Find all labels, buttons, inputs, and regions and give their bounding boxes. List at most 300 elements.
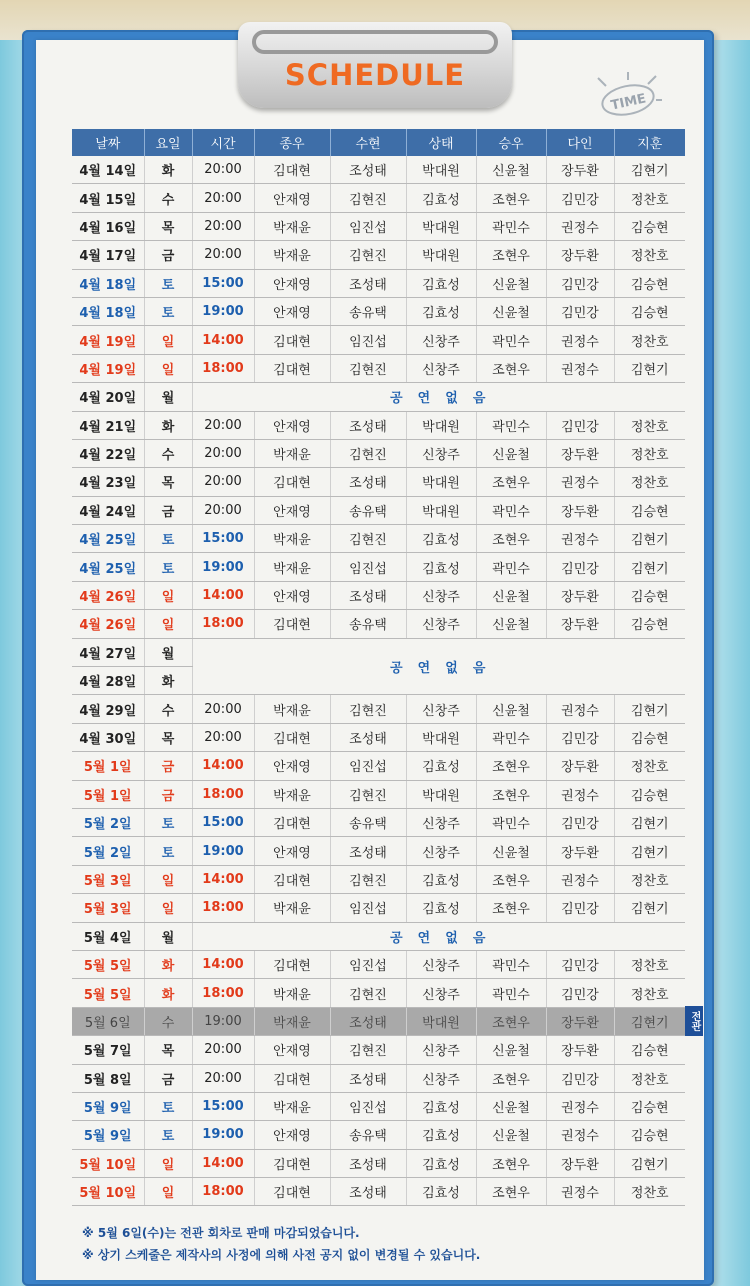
table-cell: 19:00 <box>192 1121 254 1149</box>
table-cell: 신윤철 <box>476 695 546 723</box>
table-cell: 김효성 <box>406 1178 476 1206</box>
table-cell: 김효성 <box>406 1149 476 1177</box>
table-cell: 20:00 <box>192 1036 254 1064</box>
table-cell: 4월 18일 <box>72 269 144 297</box>
table-cell: 김승현 <box>614 1036 685 1064</box>
table-cell: 곽민수 <box>476 950 546 978</box>
table-cell: 김민강 <box>546 979 614 1007</box>
table-cell: 김현진 <box>330 695 406 723</box>
table-cell: 정찬호 <box>614 1178 685 1206</box>
table-row <box>72 610 685 638</box>
table-cell: 신창주 <box>406 808 476 836</box>
table-cell: 정찬호 <box>614 439 685 467</box>
table-cell: 김민강 <box>546 184 614 212</box>
table-cell: 김승현 <box>614 212 685 240</box>
table-row <box>72 950 685 978</box>
table-cell: 조현우 <box>476 1178 546 1206</box>
table-cell: 조성태 <box>330 468 406 496</box>
table-row <box>72 1149 685 1177</box>
column-header: 날짜 <box>72 129 144 156</box>
table-cell: 정찬호 <box>614 1064 685 1092</box>
table-row <box>72 411 685 439</box>
table-cell: 박재윤 <box>254 241 330 269</box>
table-cell: 조성태 <box>330 1064 406 1092</box>
table-cell: 정찬호 <box>614 411 685 439</box>
table-row <box>72 695 685 723</box>
table-row <box>72 297 685 325</box>
table-row <box>72 439 685 467</box>
table-cell: 임진섭 <box>330 950 406 978</box>
table-cell: 조현우 <box>476 1149 546 1177</box>
table-cell: 곽민수 <box>476 979 546 1007</box>
table-cell: 조성태 <box>330 1007 406 1035</box>
column-header: 상태 <box>406 129 476 156</box>
table-row <box>72 979 685 1007</box>
table-cell: 신윤철 <box>476 1121 546 1149</box>
table-cell: 김효성 <box>406 184 476 212</box>
table-cell: 정찬호 <box>614 326 685 354</box>
table-cell: 목 <box>144 1036 192 1064</box>
table-cell: 장두환 <box>546 156 614 184</box>
column-header: 지훈 <box>614 129 685 156</box>
table-cell: 4월 28일 <box>72 667 144 695</box>
table-row <box>72 581 685 609</box>
table-cell: 박대원 <box>406 723 476 751</box>
table-cell: 김민강 <box>546 723 614 751</box>
table-cell: 5월 5일 <box>72 950 144 978</box>
table-cell: 19:00 <box>192 297 254 325</box>
table-cell: 박대원 <box>406 780 476 808</box>
table-cell: 신윤철 <box>476 1036 546 1064</box>
table-cell: 권정수 <box>546 212 614 240</box>
table-cell: 일 <box>144 1178 192 1206</box>
table-cell: 5월 7일 <box>72 1036 144 1064</box>
table-cell: 안재영 <box>254 581 330 609</box>
table-cell: 수 <box>144 1007 192 1035</box>
table-cell: 김효성 <box>406 553 476 581</box>
table-cell: 박대원 <box>406 496 476 524</box>
table-cell: 김대현 <box>254 865 330 893</box>
table-cell: 김효성 <box>406 865 476 893</box>
table-cell: 권정수 <box>546 354 614 382</box>
table-cell: 안재영 <box>254 1036 330 1064</box>
table-row <box>72 638 685 666</box>
table-cell: 곽민수 <box>476 411 546 439</box>
table-row <box>72 865 685 893</box>
table-cell: 금 <box>144 496 192 524</box>
table-cell: 권정수 <box>546 1092 614 1120</box>
table-row <box>72 837 685 865</box>
table-cell: 20:00 <box>192 439 254 467</box>
table-cell: 4월 18일 <box>72 297 144 325</box>
table-cell: 14:00 <box>192 1149 254 1177</box>
table-cell: 4월 19일 <box>72 326 144 354</box>
table-cell: 김승현 <box>614 297 685 325</box>
table-row <box>72 922 685 950</box>
table-cell: 15:00 <box>192 1092 254 1120</box>
table-cell: 김민강 <box>546 950 614 978</box>
table-cell: 일 <box>144 865 192 893</box>
table-cell: 김현기 <box>614 354 685 382</box>
table-cell: 14:00 <box>192 326 254 354</box>
table-cell: 조성태 <box>330 269 406 297</box>
table-row <box>72 1064 685 1092</box>
table-cell: 안재영 <box>254 411 330 439</box>
table-cell: 신창주 <box>406 439 476 467</box>
table-cell: 일 <box>144 581 192 609</box>
table-cell: 19:00 <box>192 837 254 865</box>
table-cell: 화 <box>144 950 192 978</box>
table-cell: 장두환 <box>546 610 614 638</box>
table-cell: 김민강 <box>546 411 614 439</box>
table-cell: 김대현 <box>254 468 330 496</box>
table-cell: 김현진 <box>330 780 406 808</box>
table-cell: 20:00 <box>192 695 254 723</box>
closed-performance-tag: 전관 <box>685 1006 703 1036</box>
column-header: 종우 <box>254 129 330 156</box>
table-row <box>72 752 685 780</box>
table-cell: 김현기 <box>614 1007 685 1035</box>
table-cell: 토 <box>144 553 192 581</box>
table-cell: 임진섭 <box>330 553 406 581</box>
table-cell: 5월 1일 <box>72 780 144 808</box>
table-cell: 김대현 <box>254 156 330 184</box>
table-cell: 장두환 <box>546 439 614 467</box>
table-cell: 토 <box>144 269 192 297</box>
column-header: 시간 <box>192 129 254 156</box>
table-cell: 월 <box>144 638 192 666</box>
table-cell: 14:00 <box>192 950 254 978</box>
table-cell: 권정수 <box>546 695 614 723</box>
table-cell: 김대현 <box>254 950 330 978</box>
table-cell: 신창주 <box>406 354 476 382</box>
table-cell: 조현우 <box>476 1007 546 1035</box>
table-cell: 김현진 <box>330 439 406 467</box>
table-cell: 박대원 <box>406 156 476 184</box>
table-cell: 금 <box>144 1064 192 1092</box>
table-header-row <box>72 129 685 156</box>
table-cell: 조현우 <box>476 752 546 780</box>
table-cell: 조현우 <box>476 525 546 553</box>
clip-ring <box>252 30 498 54</box>
table-cell: 김현진 <box>330 525 406 553</box>
column-header: 다인 <box>546 129 614 156</box>
table-cell: 18:00 <box>192 354 254 382</box>
table-cell: 신창주 <box>406 1036 476 1064</box>
table-cell: 김민강 <box>546 269 614 297</box>
table-cell: 20:00 <box>192 1064 254 1092</box>
table-cell: 김대현 <box>254 1064 330 1092</box>
notes-section <box>82 1222 682 1266</box>
table-cell: 4월 26일 <box>72 581 144 609</box>
table-cell: 18:00 <box>192 1178 254 1206</box>
table-cell: 토 <box>144 1092 192 1120</box>
table-cell: 20:00 <box>192 184 254 212</box>
table-cell: 정찬호 <box>614 241 685 269</box>
table-row <box>72 1121 685 1149</box>
table-cell: 장두환 <box>546 837 614 865</box>
table-cell: 박대원 <box>406 1007 476 1035</box>
table-cell: 19:00 <box>192 553 254 581</box>
table-cell: 일 <box>144 326 192 354</box>
table-cell: 김효성 <box>406 269 476 297</box>
table-cell: 20:00 <box>192 241 254 269</box>
table-cell: 목 <box>144 723 192 751</box>
table-cell: 일 <box>144 354 192 382</box>
table-cell: 권정수 <box>546 865 614 893</box>
note-schedule-change: ※ 상기 스케줄은 제작사의 사정에 의해 사전 공지 없이 변경될 수 있습니다. <box>82 1248 481 1262</box>
table-cell: 김대현 <box>254 723 330 751</box>
table-cell: 권정수 <box>546 525 614 553</box>
table-cell: 권정수 <box>546 1178 614 1206</box>
table-cell: 송유택 <box>330 1121 406 1149</box>
table-cell: 토 <box>144 808 192 836</box>
table-cell: 박대원 <box>406 411 476 439</box>
table-cell: 안재영 <box>254 837 330 865</box>
table-cell: 박재윤 <box>254 525 330 553</box>
column-header: 승우 <box>476 129 546 156</box>
table-cell: 송유택 <box>330 610 406 638</box>
table-cell: 조성태 <box>330 1178 406 1206</box>
table-cell: 금 <box>144 752 192 780</box>
table-cell: 5월 3일 <box>72 894 144 922</box>
table-cell: 김현진 <box>330 241 406 269</box>
table-row <box>72 383 685 411</box>
table-cell: 4월 25일 <box>72 525 144 553</box>
table-cell: 신창주 <box>406 581 476 609</box>
table-row <box>72 1178 685 1206</box>
table-cell: 4월 27일 <box>72 638 144 666</box>
table-cell: 장두환 <box>546 1036 614 1064</box>
table-row <box>72 894 685 922</box>
table-cell: 김효성 <box>406 894 476 922</box>
table-cell: 임진섭 <box>330 894 406 922</box>
table-cell: 화 <box>144 411 192 439</box>
table-cell: 20:00 <box>192 212 254 240</box>
table-cell: 토 <box>144 297 192 325</box>
table-row <box>72 354 685 382</box>
table-cell: 김현기 <box>614 156 685 184</box>
table-cell: 박대원 <box>406 241 476 269</box>
table-cell: 18:00 <box>192 979 254 1007</box>
table-cell: 임진섭 <box>330 752 406 780</box>
page-title: SCHEDULE <box>284 58 466 92</box>
table-cell: 신윤철 <box>476 269 546 297</box>
table-row <box>72 212 685 240</box>
table-cell: 김현진 <box>330 865 406 893</box>
table-cell: 조성태 <box>330 156 406 184</box>
table-cell: 장두환 <box>546 1149 614 1177</box>
table-row-closed <box>72 1007 685 1035</box>
table-cell: 18:00 <box>192 780 254 808</box>
table-cell: 수 <box>144 439 192 467</box>
table-cell: 4월 19일 <box>72 354 144 382</box>
table-row <box>72 1092 685 1120</box>
table-cell: 곽민수 <box>476 212 546 240</box>
table-cell: 18:00 <box>192 894 254 922</box>
table-cell: 월 <box>144 922 192 950</box>
table-cell: 조성태 <box>330 1149 406 1177</box>
table-cell: 장두환 <box>546 496 614 524</box>
table-cell: 금 <box>144 241 192 269</box>
table-cell: 정찬호 <box>614 752 685 780</box>
table-cell: 조성태 <box>330 723 406 751</box>
table-cell: 공 연 없 음 <box>192 922 685 950</box>
table-cell: 신창주 <box>406 1064 476 1092</box>
table-cell: 김효성 <box>406 297 476 325</box>
table-cell: 곽민수 <box>476 326 546 354</box>
table-cell: 20:00 <box>192 723 254 751</box>
table-cell: 김현기 <box>614 553 685 581</box>
table-row <box>72 156 685 184</box>
table-cell: 김대현 <box>254 326 330 354</box>
table-cell: 14:00 <box>192 752 254 780</box>
table-cell: 박재윤 <box>254 1092 330 1120</box>
table-cell: 14:00 <box>192 581 254 609</box>
table-cell: 신창주 <box>406 979 476 1007</box>
table-cell: 김효성 <box>406 1092 476 1120</box>
table-cell: 박재윤 <box>254 894 330 922</box>
table-cell: 15:00 <box>192 808 254 836</box>
table-row <box>72 525 685 553</box>
table-cell: 권정수 <box>546 780 614 808</box>
table-cell: 조현우 <box>476 468 546 496</box>
table-cell: 장두환 <box>546 241 614 269</box>
table-cell: 4월 15일 <box>72 184 144 212</box>
table-cell: 신창주 <box>406 695 476 723</box>
table-cell: 박재윤 <box>254 212 330 240</box>
table-cell: 화 <box>144 156 192 184</box>
table-cell: 4월 20일 <box>72 383 144 411</box>
table-row <box>72 723 685 751</box>
table-cell: 20:00 <box>192 496 254 524</box>
table-cell: 김민강 <box>546 1064 614 1092</box>
table-cell: 임진섭 <box>330 326 406 354</box>
table-cell: 조성태 <box>330 411 406 439</box>
table-cell: 4월 23일 <box>72 468 144 496</box>
table-cell: 곽민수 <box>476 808 546 836</box>
table-cell: 신윤철 <box>476 610 546 638</box>
table-cell: 조성태 <box>330 837 406 865</box>
table-cell: 박대원 <box>406 212 476 240</box>
table-cell: 4월 30일 <box>72 723 144 751</box>
table-cell: 14:00 <box>192 865 254 893</box>
table-cell: 화 <box>144 979 192 1007</box>
table-cell: 4월 14일 <box>72 156 144 184</box>
table-cell: 신윤철 <box>476 297 546 325</box>
table-cell: 5월 9일 <box>72 1121 144 1149</box>
table-cell: 4월 17일 <box>72 241 144 269</box>
table-cell: 조현우 <box>476 894 546 922</box>
table-cell: 신창주 <box>406 326 476 354</box>
table-cell: 박재윤 <box>254 695 330 723</box>
table-cell: 공 연 없 음 <box>192 383 685 411</box>
table-cell: 조현우 <box>476 354 546 382</box>
table-row <box>72 808 685 836</box>
table-row <box>72 1036 685 1064</box>
table-cell: 김대현 <box>254 610 330 638</box>
column-header: 수현 <box>330 129 406 156</box>
table-cell: 5월 2일 <box>72 808 144 836</box>
table-cell: 정찬호 <box>614 184 685 212</box>
table-cell: 19:00 <box>192 1007 254 1035</box>
table-cell: 김효성 <box>406 752 476 780</box>
table-cell: 김현진 <box>330 1036 406 1064</box>
table-cell: 김현진 <box>330 979 406 1007</box>
table-cell: 정찬호 <box>614 950 685 978</box>
table-cell: 김현진 <box>330 184 406 212</box>
table-cell: 장두환 <box>546 752 614 780</box>
table-row <box>72 269 685 297</box>
table-cell: 김현기 <box>614 1149 685 1177</box>
table-cell: 안재영 <box>254 297 330 325</box>
table-cell: 조현우 <box>476 1064 546 1092</box>
table-cell: 일 <box>144 610 192 638</box>
table-cell: 5월 2일 <box>72 837 144 865</box>
table-cell: 김대현 <box>254 1178 330 1206</box>
table-cell: 곽민수 <box>476 723 546 751</box>
table-cell: 수 <box>144 695 192 723</box>
table-cell: 안재영 <box>254 752 330 780</box>
table-row <box>72 184 685 212</box>
table-row <box>72 553 685 581</box>
table-cell: 조현우 <box>476 865 546 893</box>
table-cell: 안재영 <box>254 1121 330 1149</box>
table-cell: 15:00 <box>192 269 254 297</box>
table-cell: 신윤철 <box>476 439 546 467</box>
table-cell: 신창주 <box>406 837 476 865</box>
table-cell: 김승현 <box>614 1121 685 1149</box>
table-cell: 일 <box>144 894 192 922</box>
table-cell: 임진섭 <box>330 212 406 240</box>
table-cell: 김대현 <box>254 808 330 836</box>
table-cell: 4월 26일 <box>72 610 144 638</box>
table-cell: 송유택 <box>330 297 406 325</box>
table-cell: 김현기 <box>614 525 685 553</box>
table-cell: 5월 6일 <box>72 1007 144 1035</box>
table-cell: 조성태 <box>330 581 406 609</box>
table-cell: 5월 8일 <box>72 1064 144 1092</box>
table-cell: 권정수 <box>546 326 614 354</box>
table-cell: 수 <box>144 184 192 212</box>
table-cell: 김민강 <box>546 297 614 325</box>
table-cell: 김승현 <box>614 723 685 751</box>
table-cell: 5월 4일 <box>72 922 144 950</box>
time-stamp-icon <box>590 70 666 126</box>
table-cell: 15:00 <box>192 525 254 553</box>
table-cell: 김승현 <box>614 610 685 638</box>
table-cell: 토 <box>144 837 192 865</box>
table-cell: 4월 16일 <box>72 212 144 240</box>
table-cell: 장두환 <box>546 1007 614 1035</box>
table-cell: 김승현 <box>614 269 685 297</box>
table-row <box>72 496 685 524</box>
table-cell: 4월 21일 <box>72 411 144 439</box>
table-cell: 안재영 <box>254 269 330 297</box>
table-cell: 신윤철 <box>476 837 546 865</box>
table-row <box>72 780 685 808</box>
note-closed-sale: ※ 5월 6일(수)는 전관 회차로 판매 마감되었습니다. <box>82 1226 360 1240</box>
table-cell: 목 <box>144 468 192 496</box>
table-cell: 토 <box>144 525 192 553</box>
table-cell: 신윤철 <box>476 1092 546 1120</box>
table-cell: 김대현 <box>254 1149 330 1177</box>
table-cell: 김현기 <box>614 894 685 922</box>
table-cell: 정찬호 <box>614 865 685 893</box>
table-cell: 금 <box>144 780 192 808</box>
table-cell: 박재윤 <box>254 553 330 581</box>
stamp-text: TIME <box>609 91 648 114</box>
